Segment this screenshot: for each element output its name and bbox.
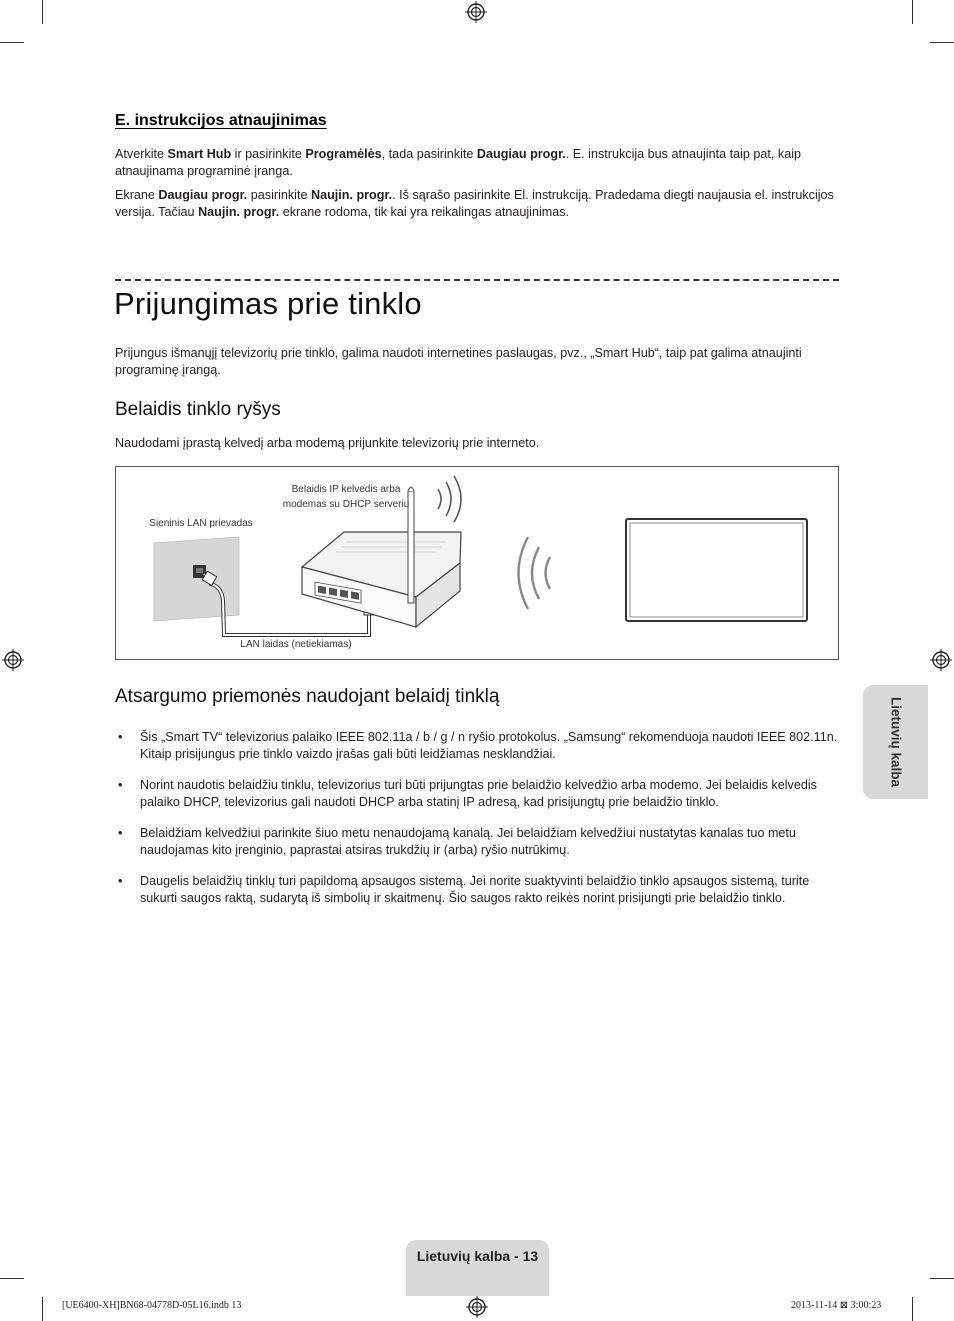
footer-file-info: [UE6400-XH]BN68-04778D-05L16.indb 13 [62, 1300, 242, 1311]
precautions-list [115, 729, 840, 921]
crop-mark [0, 1278, 24, 1279]
crop-mark [42, 1297, 43, 1321]
section-e-paragraph-2: Ekrane Daugiau progr. pasirinkite Naujin. progr.. Iš sąrašo pasirinkite El. instrukciją. Pradedama diegti naujausia el. instrukcijos versija. Tačiau Naujin. progr. ekrane rodoma, tik kai yra reikalingas atnaujinimas. [115, 188, 834, 219]
list-item: • Belaidžiam kelvedžiui parinkite šiuo metu nenaudojamą kanalą. Jei belaidžiam kelvedžiui nustatytas kanalas tuo metu naudojamas kito įrenginio, paprastai atsiras trukdžių ir (arba) ryšio nutrūkimų. [118, 826, 796, 857]
label-router-line-1: Belaidis IP kelvedis arba [291, 484, 401, 495]
registration-mark-icon [466, 1296, 488, 1318]
crop-mark [912, 0, 913, 24]
crop-mark [42, 0, 43, 24]
wireless-heading: Belaidis tinklo ryšys [115, 399, 281, 420]
wireless-paragraph: Naudodami įprastą kelvedį arba modemą prijunkite televizorių prie interneto. [115, 436, 540, 450]
page-title: Prijungimas prie tinklo [114, 286, 422, 321]
label-lan-cable: LAN laidas (netiekiamas) [240, 639, 352, 650]
network-diagram-illustration [116, 467, 838, 659]
crop-mark [912, 1297, 913, 1321]
registration-mark-icon [2, 649, 24, 671]
registration-mark-icon [465, 1, 487, 23]
page-number-tab: Lietuvių kalba - 13 [406, 1240, 549, 1296]
crop-mark [930, 1278, 954, 1279]
label-wall-lan-port: Sieninis LAN prievadas [149, 518, 253, 529]
crop-mark [0, 42, 24, 43]
list-item: • Šis „Smart TV“ televizorius palaiko IEEE 802.11a / b / g / n ryšio protokolus. „Samsung“ rekomenduoja naudoti IEEE 802.11n. Kitaip prisijungus prie tinklo vaizdo įrašas gali būti leidžiamas nesklandžiai. [118, 730, 838, 761]
precautions-heading: Atsargumo priemonės naudojant belaidį tinklą [115, 686, 500, 707]
list-item: • Daugelis belaidžių tinklų turi papildomą apsaugos sistemą. Jei norite suaktyvinti belaidžio tinklo apsaugos sistemą, turite sukurti saugos raktą, sudarytą iš simbolių ir skaitmenų. Šio saugos rakto reikės norint prisijungti prie belaidžio tinklo. [118, 874, 810, 905]
network-diagram [115, 466, 839, 660]
section-e-paragraph-1: Atverkite Smart Hub ir pasirinkite Programėlės, tada pasirinkite Daugiau progr.. E. instrukcija bus atnaujinta taip pat, kaip atnaujinama programinė įranga. [115, 147, 801, 178]
dashed-divider [115, 279, 839, 281]
section-e-heading: E. instrukcijos atnaujinimas [115, 112, 327, 129]
tv-icon [626, 519, 807, 621]
label-router-line-2: modemas su DHCP serveriu [282, 499, 410, 510]
wall-lan-port-icon [154, 537, 239, 621]
wifi-signal-icon [519, 537, 551, 609]
intro-paragraph: Prijungus išmanųjį televizorių prie tinklo, galima naudoti internetines paslaugas, pvz., „Smart Hub“, taip pat galima atnaujinti programinę įrangą. [115, 346, 802, 377]
list-item: • Norint naudotis belaidžiu tinklu, televizorius turi būti prijungtas prie belaidžio kelvedžio arba modemo. Jei belaidis kelvedis palaiko DHCP, televizorius gali naudoti DHCP arba statinį IP adresą, kad prisijungtų prie belaidžio tinklo. [118, 778, 817, 809]
crop-mark [930, 42, 954, 43]
language-side-tab: Lietuvių kalba [863, 685, 928, 799]
registration-mark-icon [930, 649, 952, 671]
footer-timestamp: 2013-11-14 ⊠ 3:00:23 [791, 1300, 882, 1311]
